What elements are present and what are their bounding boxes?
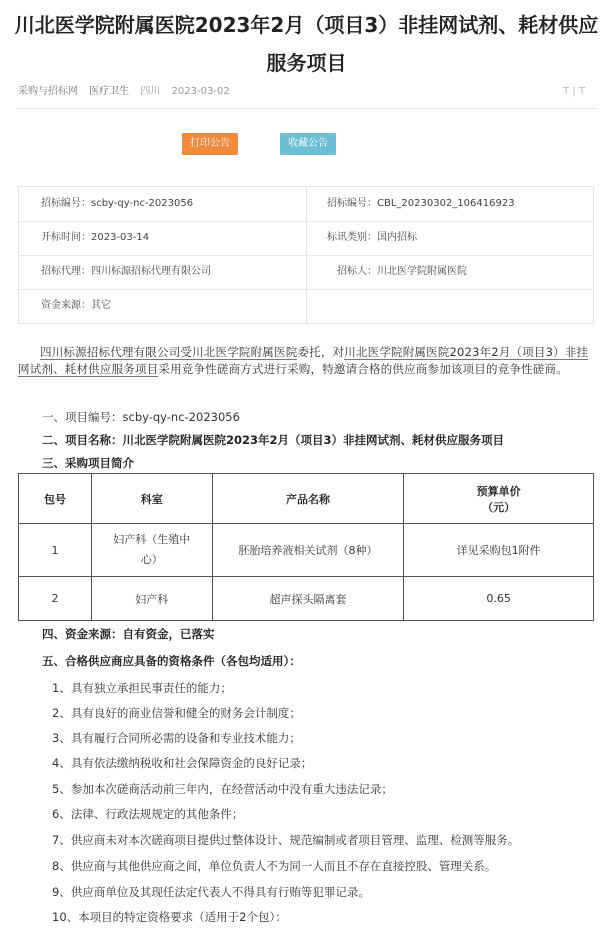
header-price-line1: 预算单价 (476, 484, 521, 498)
header-price-line2: （元） (482, 500, 516, 514)
cell-package: 2 (19, 577, 92, 621)
info-box (18, 186, 594, 324)
condition-item: 5、参加本次磋商活动前三年内，在经营活动中没有重大违法记录； (52, 782, 393, 796)
agent-name: 四川标源招标代理有限公司受 (40, 345, 193, 359)
table-row (19, 577, 594, 621)
cell-product: 超声探头隔离套 (212, 577, 404, 621)
condition-item: 7、供应商未对本次磋商项目提供过整体设计、规范编制或者项目管理、监理、检测等服务。 (52, 833, 520, 847)
page-title-line2: 服务项目 (266, 51, 347, 75)
intro-text: 委托，对 (297, 345, 345, 359)
project-title-line: 二、项目名称：川北医学院附属医院2023年2月（项目3）非挂网试剂、耗材供应服务项目 (42, 433, 505, 447)
info-divider (306, 289, 307, 323)
info-row (19, 255, 593, 290)
intro-text: 采用竞争性磋商方式进行采购，特邀请合格的供应商参加该项目的竞争性磋商。 (158, 362, 568, 376)
favorite-button[interactable]: 收藏公告 (280, 133, 336, 155)
condition-item: 3、具有履行合同所必需的设备和专业技术能力； (52, 731, 301, 745)
condition-item: 2、具有良好的商业信誉和健全的财务会计制度； (52, 706, 301, 720)
info-row (19, 221, 593, 256)
condition-item: 4、具有依法缴纳税收和社会保障资金的良好记录； (52, 756, 313, 770)
bid-type: 标讯类别：国内招标 (327, 232, 417, 243)
project-number: 一、项目编号：scby-qy-nc-2023056 (42, 410, 240, 424)
cell-price: 详见采购包1附件 (404, 524, 594, 577)
condition-item: 8、供应商与其他供应商之间，单位负责人不为同一人而且不存在直接控股、管理关系。 (52, 859, 497, 873)
cell-product: 胚胎培养液相关试剂（8种） (212, 524, 404, 577)
intro-paragraph (18, 344, 596, 378)
category-label[interactable]: 医疗卫生 (89, 86, 130, 97)
condition-item: 9、供应商单位及其现任法定代表人不得具有行贿等犯罪记录。 (52, 885, 370, 899)
project-name: 川北医学院附属医院2023年2月（项目3）非挂网试剂、耗材供应服务项目 (18, 345, 589, 376)
condition-item: 1、具有独立承担民事责任的能力； (52, 681, 232, 695)
tenderer-name: 川北医学院附属医院 (192, 345, 298, 359)
department-line: 心） (140, 553, 163, 566)
notice-number: 招标编号：CBL_20230302_106416923 (327, 198, 515, 209)
page-title (0, 0, 613, 82)
condition-item: 6、法律、行政法规规定的其他条件； (52, 807, 244, 821)
info-row (19, 289, 593, 323)
source-link[interactable]: 采购与招标网 (18, 86, 78, 97)
open-time: 开标时间：2023-03-14 (41, 232, 150, 243)
qualification-heading: 五、合格供应商应具备的资格条件（各包均适用）： (42, 654, 301, 668)
page-title-line1: 川北医学院附属医院2023年2月（项目3）非挂网试剂、耗材供应 (14, 13, 599, 37)
region-label[interactable]: 四川 (140, 86, 161, 97)
header-package: 包号 (19, 474, 92, 524)
header-product: 产品名称 (212, 474, 404, 524)
info-row (19, 187, 593, 222)
header-price (404, 474, 594, 524)
fund-source: 资金来源：其它 (41, 300, 111, 311)
tenderer: 招标人：川北医学院附属医院 (337, 266, 467, 277)
cell-department (91, 524, 212, 577)
cell-department: 妇产科 (91, 577, 212, 621)
print-button[interactable]: 打印公告 (182, 133, 238, 155)
section-heading: 三、采购项目简介 (42, 456, 134, 470)
items-table (18, 473, 594, 621)
header-department: 科室 (91, 474, 212, 524)
publish-date: 2023-03-02 (171, 86, 230, 97)
bid-agent: 招标代理：四川标源招标代理有限公司 (41, 266, 211, 277)
font-size-toggle[interactable]: T | T (563, 86, 585, 97)
bid-number: 招标编号：scby-qy-nc-2023056 (41, 198, 194, 209)
fund-heading: 四、资金来源：自有资金，已落实 (42, 627, 215, 641)
header-divider (16, 108, 597, 109)
department-line: 妇产科（生殖中 (113, 533, 191, 546)
table-row (19, 524, 594, 577)
meta-bar (18, 84, 593, 100)
cell-package: 1 (19, 524, 92, 577)
condition-item: 10、本项目的特定资格要求（适用于2个包）： (52, 910, 287, 924)
cell-price: 0.65 (404, 577, 594, 621)
table-header-row (19, 474, 594, 524)
